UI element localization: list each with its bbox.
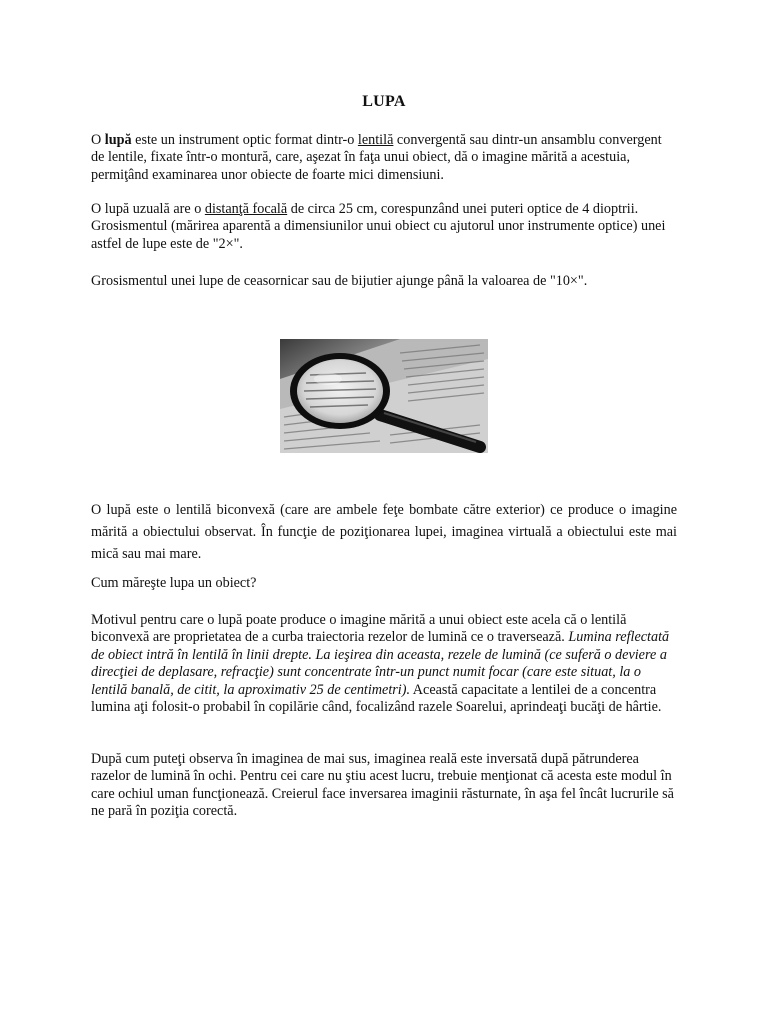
text: O <box>91 132 105 148</box>
text: de circa 25 cm, corespunzând unei puteri optice de 4 dioptrii. Grosismentul (mărirea aparentă a dimensiunilor unui obiect cu ajutorul unor instrumente optice) unei astfel de lupe este de "2×". <box>91 201 666 252</box>
term-lupa: lupă <box>104 132 132 148</box>
page-title: LUPA <box>362 93 406 110</box>
paragraph-biconvex: O lupă este o lentilă biconvexă (care are ambele feţe bombate către exterior) ce produce o imagine mărită a obiectului observat. În funcţie de poziţionarea lupei, imaginea virtuală a obiectului este mai mică sau mai mare. <box>91 502 677 562</box>
magnifying-glass-icon <box>280 339 488 453</box>
text: O lupă uzuală are o <box>91 201 205 217</box>
section-question: Cum măreşte lupa un obiect? <box>91 575 257 591</box>
text: Această capacitate a lentilei de a concentra lumina aţi folosit-o probabil în copilărie când, focalizând razele Soarelui, aprindeaţi bucăţi de hârtie. <box>91 681 662 716</box>
paragraph-focal-distance <box>91 201 677 253</box>
paragraph-grosisment: Grosismentul unei lupe de ceasornicar sau de bijutier ajunge până la valoarea de "10×". <box>91 273 588 289</box>
magnifying-glass-photo <box>280 339 488 453</box>
italic-text: Lumina reflectată de obiect intră în lentilă în linii drepte. La ieşirea din aceasta, rezele de lumină (ce suferă o deviere a direcţiei de deplasare, refracţie) sunt concentrate într-un punct numit focar (care este situat, la o lentilă banală, de citit, la aproximativ 25 de centimetri). <box>91 629 670 698</box>
text: este un instrument optic format dintr-o <box>131 132 358 148</box>
link-distanta-focala[interactable]: distanţă focală <box>204 201 288 217</box>
paragraph-eye: După cum puteţi observa în imaginea de mai sus, imaginea reală este inversată după pătrunderea razelor de lumină în ochi. Pentru cei care nu ştiu acest lucru, trebuie menţionat că acesta este modul în care ochiul uman funcţionează. Creierul face inversarea imaginii răsturnate, în aşa fel încât lucrurile să ne pară în poziţia corectă. <box>91 751 674 820</box>
link-lentila[interactable]: lentilă <box>357 132 394 148</box>
paragraph-explanation <box>91 612 677 716</box>
paragraph-intro <box>91 132 677 184</box>
text: convergentă sau dintr-un ansamblu convergent de lentile, fixate într-o montură, care, aşezat în faţa unui obiect, dă o imagine mărită a acestuia, permiţând examinarea unor obiecte de foarte mici dimensiuni. <box>91 132 662 183</box>
text: Motivul pentru care o lupă poate produce o imagine mărită a unui obiect este acela că o lentilă biconvexă are proprietatea de a curba traiectoria rezelor de lumină ce o traversează. <box>91 612 627 646</box>
